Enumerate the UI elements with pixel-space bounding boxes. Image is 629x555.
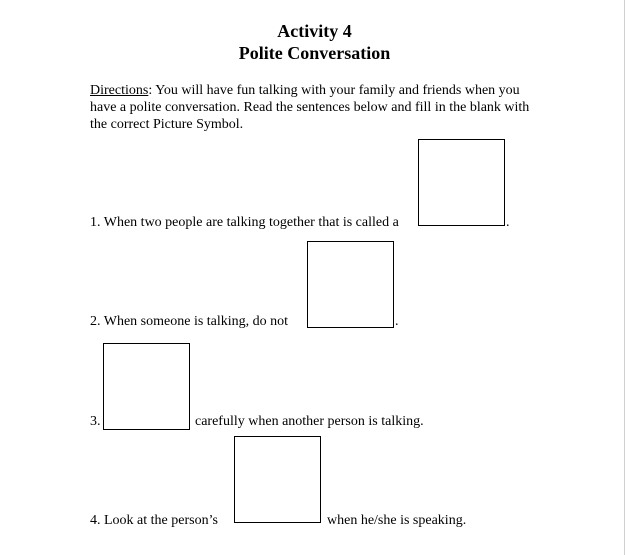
item-2-answer-box[interactable] [307,241,394,328]
item-4-answer-box[interactable] [234,436,321,523]
directions-label: Directions [90,83,149,98]
item-3-text: 3. [90,414,101,429]
activity-title: Activity 4 [277,21,352,41]
activity-subtitle: Polite Conversation [238,43,391,63]
page-edge-line [624,0,625,555]
item-1-text: 1. When two people are talking together that is called a [90,215,399,230]
item-1-text-after: . [506,215,510,230]
item-1-answer-box[interactable] [418,139,505,226]
item-4-text: 4. Look at the person’s [90,513,218,528]
directions-text: : You will have fun talking with your family and friends when you have a polite conversation. Read the sentences below and fill in the blank with the correct Picture Symbol. [90,83,530,132]
directions-paragraph [90,82,545,133]
item-2-text: 2. When someone is talking, do not [90,314,289,329]
item-2-text-after: . [395,314,399,329]
item-3-text-after: carefully when another person is talking. [195,414,424,429]
item-3-answer-box[interactable] [103,343,190,430]
item-4-text-after: when he/she is speaking. [327,513,467,528]
